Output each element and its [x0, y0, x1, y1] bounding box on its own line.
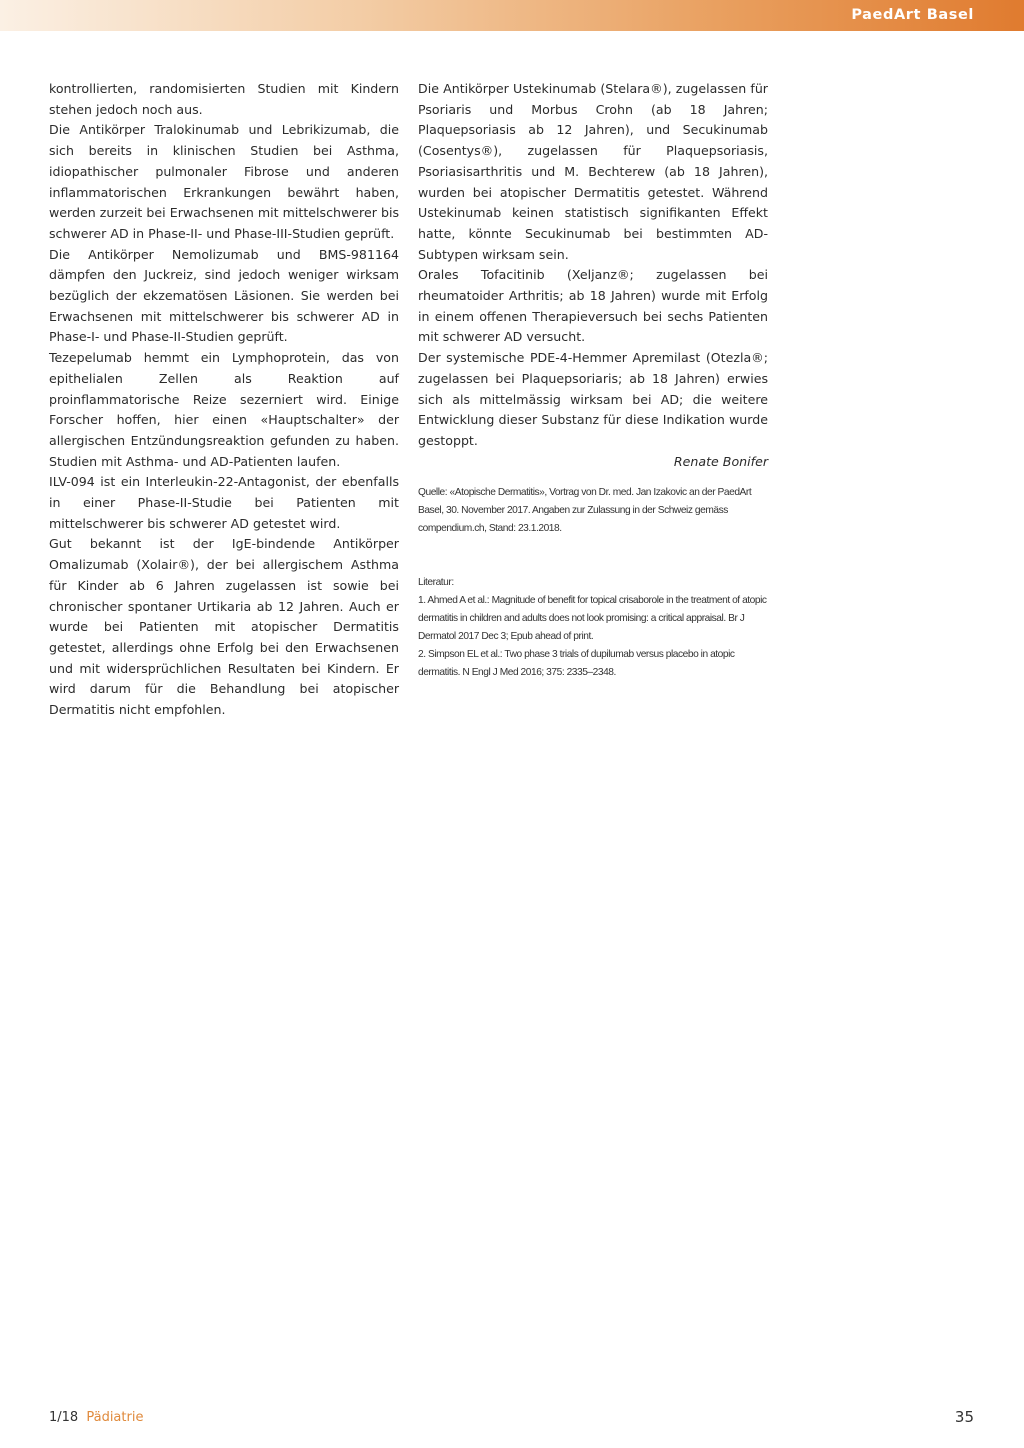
left-column [49, 79, 399, 721]
left-paragraph: kontrollierten, randomisierten Studien mit Kindern stehen jedoch noch aus. [49, 81, 399, 117]
author-name: Renate Bonifer [673, 453, 768, 469]
page-number: 35 [954, 1408, 974, 1426]
source-text: «Atopische Dermatitis», Vortrag von Dr. med. Jan Izakovic an der PaedArt Basel, 30. November 2017. Angaben zur Zulassung in der Schweiz gemäss compendium.ch, Stand: 23.1.2018. [418, 487, 752, 534]
source-label: Quelle: [418, 487, 448, 498]
section-name: Pädiatrie [86, 1410, 144, 1425]
reference-item: 1. Ahmed A et al.: Magnitude of benefit for topical crisaborole in the treatment of atopic dermatitis in children and adults does not look promising: a critical appraisal. Br J Dermatol 2017 Dec 3; Epub ahead of print. [418, 595, 767, 642]
left-paragraph: ILV-094 ist ein Interleukin-22-Antagonist, der ebenfalls in einer Phase-II-Studie bei Patienten mit mittelschwerer bis schwerer AD getestet wird. [49, 474, 399, 531]
left-paragraph: Die Antikörper Nemolizumab und BMS-981164 dämpfen den Juckreiz, sind jedoch weniger wirksam bezüglich der ekzematösen Läsionen. Sie werden bei Erwachsenen mit mittelschwerer bis schwerer AD in Phase-I- und Phase-II-Studien geprüft. [49, 246, 399, 345]
header-bar [0, 0, 1024, 31]
left-paragraph: Tezepelumab hemmt ein Lymphoprotein, das von epithelialen Zellen als Reaktion auf proinflammatorische Reize sezerniert wird. Einige Forscher hoffen, hier einen «Hauptschalter» der allergischen Entzündungsreaktion gefunden zu haben. Studien mit Asthma- und AD-Patienten laufen. [49, 350, 399, 469]
source-note [418, 484, 770, 538]
left-paragraph: Die Antikörper Tralokinumab und Lebrikizumab, die sich bereits in klinischen Studien bei Asthma, idiopathischer pulmonaler Fibrose und anderen inflammatorischen Erkrankungen bewährt haben, werden zurzeit bei Erwachsenen mit mittelschwerer bis schwerer AD in Phase-II- und Phase-III-Studien geprüft. [49, 122, 399, 241]
literature-section [418, 574, 770, 682]
literature-label: Literatur: [418, 577, 454, 588]
left-paragraph: Gut bekannt ist der IgE-bindende Antikörper Omalizumab (Xolair®), der bei allergischem Asthma für Kinder ab 6 Jahren zugelassen ist sowie bei chronischer spontaner Urtikaria ab 12 Jahren. Auch er wurde bei Patienten mit atopischer Dermatitis getestet, allerdings ohne Erfolg bei den Erwachsenen und mit widersprüchlichen Resultaten bei Kindern. Er wird darum für die Behandlung bei atopischer Dermatitis nicht empfohlen. [49, 536, 399, 718]
right-paragraph: Orales Tofacitinib (Xeljanz®; zugelassen bei rheumatoider Arthritis; ab 18 Jahren) wurde mit Erfolg in einem offenen Therapieversuch bei sechs Patienten mit schwerer AD versucht. [418, 267, 768, 345]
reference-item: 2. Simpson EL et al.: Two phase 3 trials of dupilumab versus placebo in atopic dermatitis. N Engl J Med 2016; 375: 2335–2348. [418, 649, 735, 678]
footer-issue-info [49, 1410, 143, 1425]
header-title: PaedArt Basel [851, 7, 974, 23]
right-paragraph: Der systemische PDE-4-Hemmer Apremilast (Otezla®; zugelassen bei Plaquepsoriaris; ab 18 Jahren) erwies sich als mittelmässig wirksam bei AD; die weitere Entwicklung dieser Substanz für diese Indikation wurde gestoppt. [418, 350, 768, 448]
issue-number: 1/18 [49, 1410, 79, 1425]
right-column [418, 79, 768, 472]
right-paragraph: Die Antikörper Ustekinumab (Stelara®), zugelassen für Psoriaris und Morbus Crohn (ab 18 Jahren; Plaquepsoriasis ab 12 Jahren), und Secukinumab (Cosentys®), zugelassen für Plaquepsoriasis, Psoriasisarthritis und M. Bechterew (ab 18 Jahren), wurden bei atopischer Dermatitis getestet. Während Ustekinumab keinen statistisch signifikanten Effekt hatte, könnte Secukinumab bei bestimmten AD-Subtypen wirksam sein. [418, 81, 768, 262]
